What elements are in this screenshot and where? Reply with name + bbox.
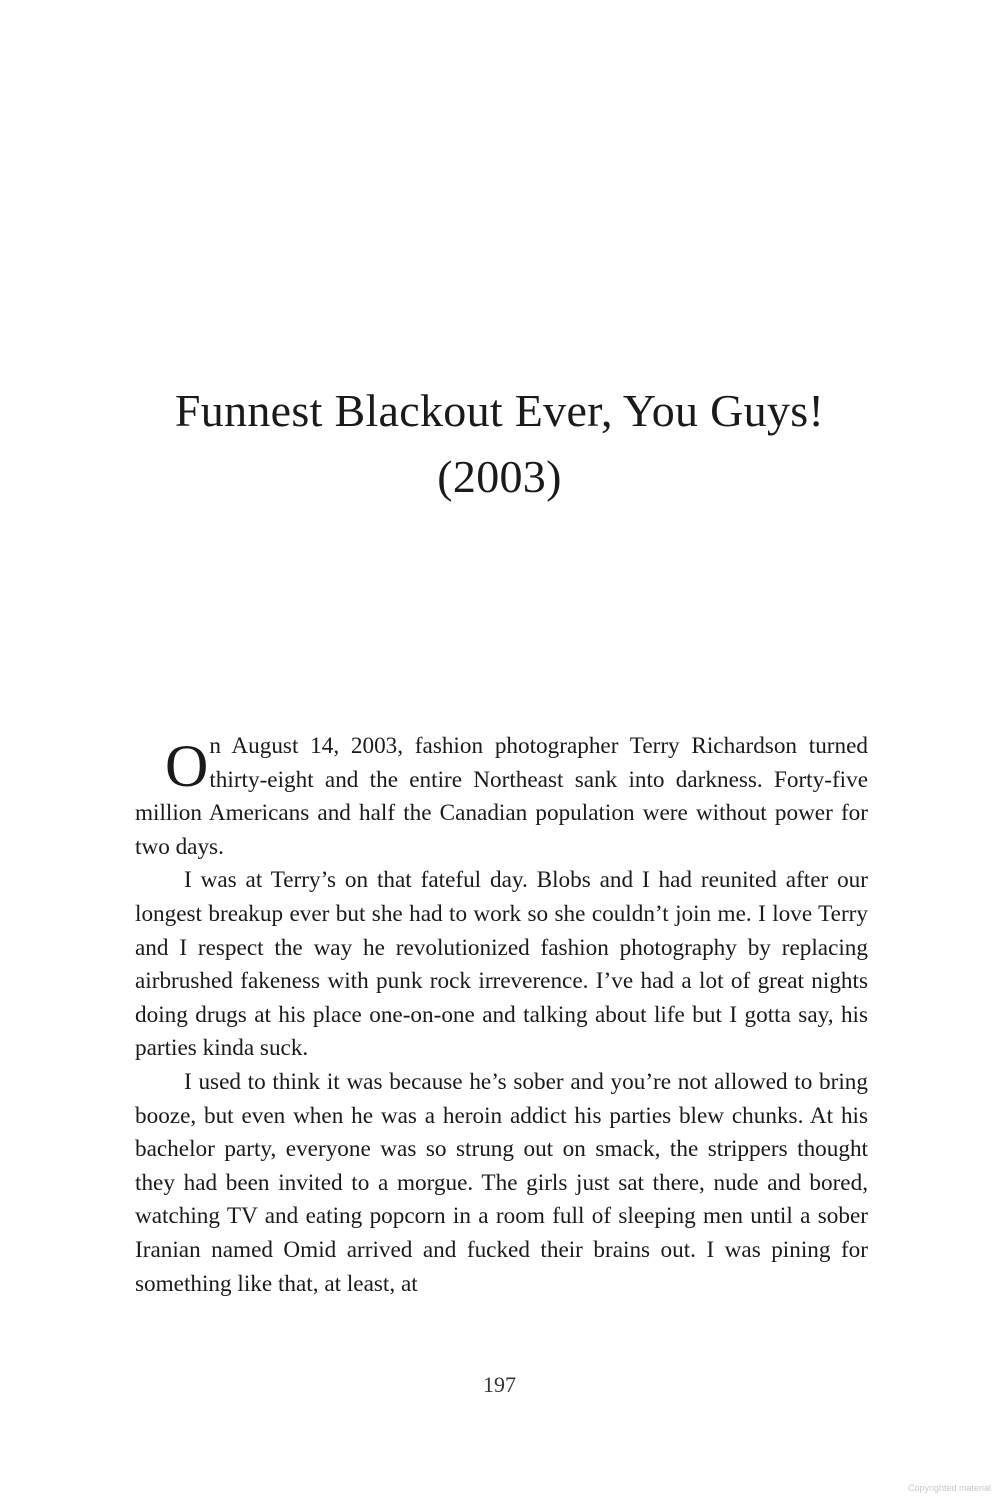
- page-number: 197: [483, 1372, 516, 1397]
- chapter-body: [135, 730, 868, 1301]
- chapter-title-year: (2003): [437, 451, 562, 502]
- paragraph-1: [135, 730, 868, 864]
- paragraph-2: I was at Terry’s on that fateful day. Blobs and I had reunited after our longest breakup ever but she had to work so she couldn’t join me. I love Terry and I respect the way he revolutionized fashion photography by replacing airbrushed fakeness with punk rock irreverence. I’ve had a lot of great nights doing drugs at his place one-on-one and talking about life but I gotta say, his parties kinda suck.: [135, 867, 868, 1062]
- chapter-title: [0, 378, 999, 510]
- drop-cap: O: [165, 733, 209, 799]
- paragraph-1-text: n August 14, 2003, fashion photographer Terry Richardson turned thirty-eight and the entire Northeast sank into darkness. Forty-five million Americans and half the Canadian population were without power for two days.: [135, 733, 868, 860]
- paragraph-3: I used to think it was because he’s sober and you’re not allowed to bring booze, but even when he was a heroin addict his parties blew chunks. At his bachelor party, everyone was so strung out on smack, the strippers thought they had been invited to a morgue. The girls just sat there, nude and bored, watching TV and eating popcorn in a room full of sleeping men until a sober Iranian named Omid arrived and fucked their brains out. I was pining for something like that, at least, at: [135, 1068, 868, 1297]
- chapter-title-line1: Funnest Blackout Ever, You Guys!: [174, 385, 825, 436]
- copyright-watermark: Copyrighted material: [907, 1483, 991, 1493]
